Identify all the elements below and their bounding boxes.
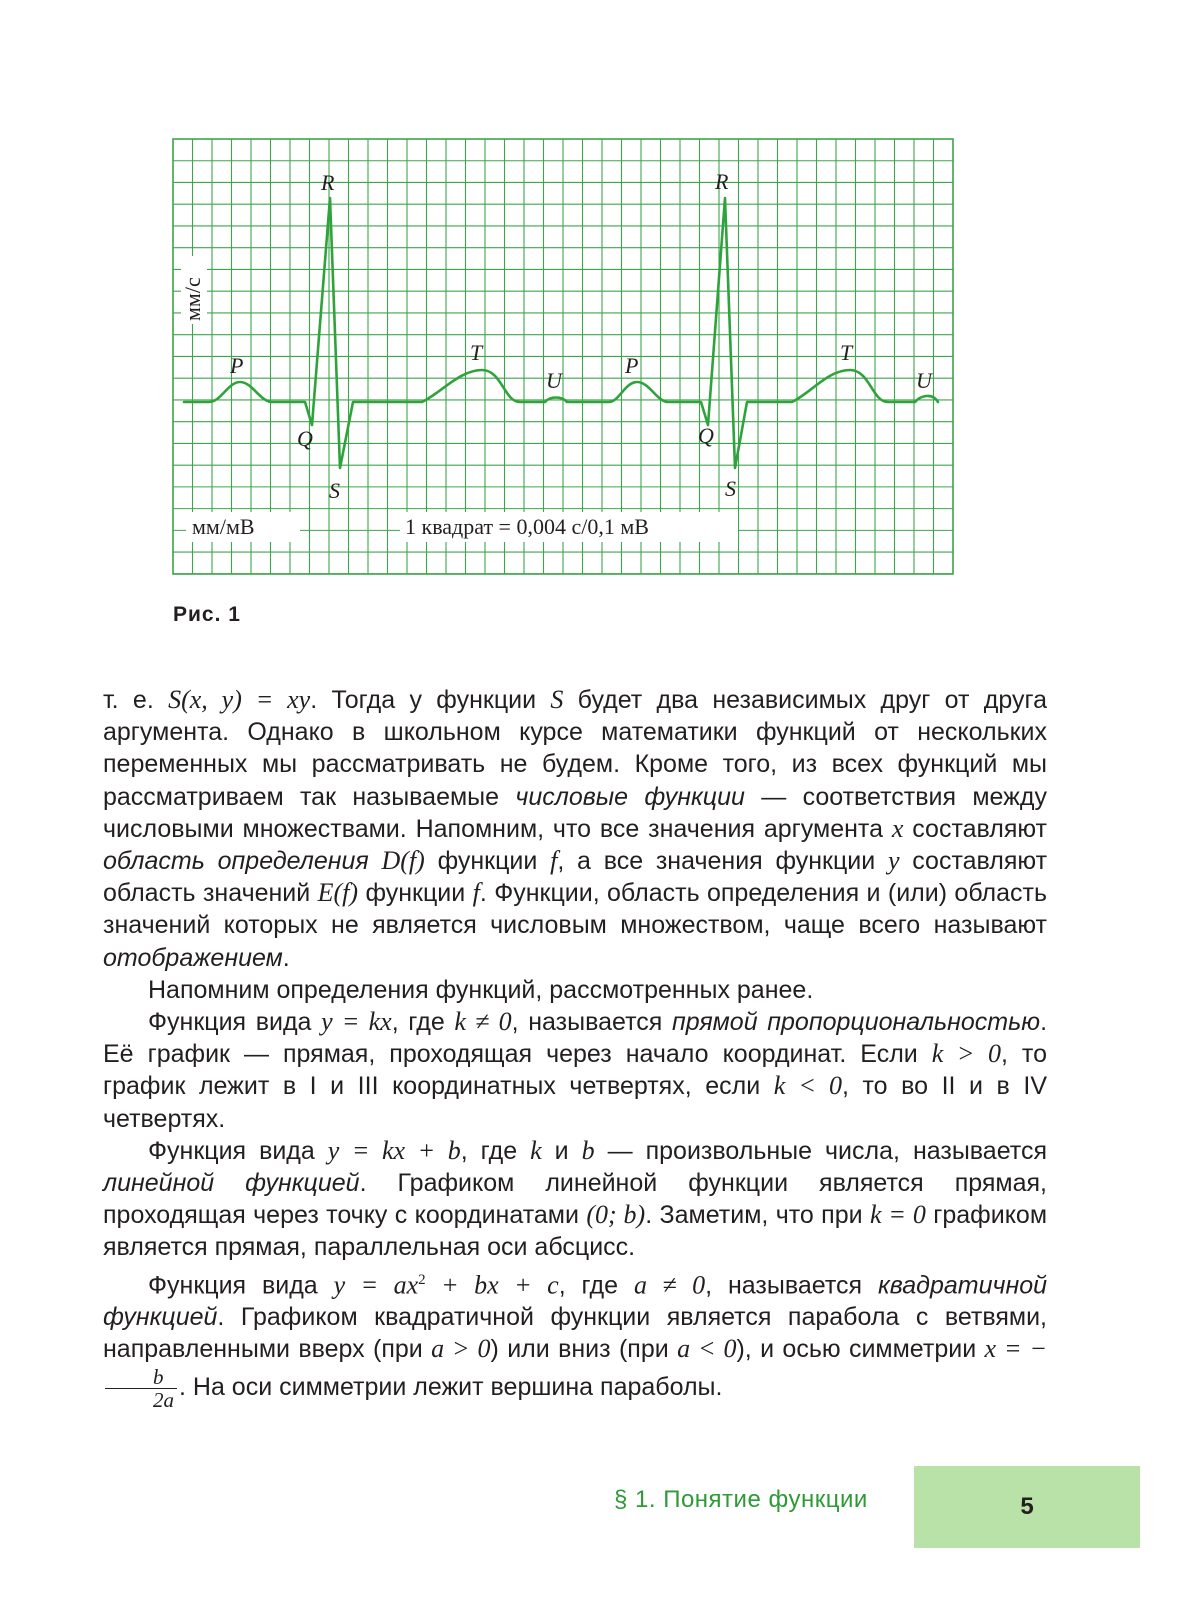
- text-run: , называется: [511, 1008, 672, 1037]
- text-run: т. е.: [103, 686, 169, 714]
- text-run: , называется: [705, 1270, 878, 1299]
- math: x: [891, 813, 904, 843]
- text-run: . Графиком линейной функции является прямая, проходящая через точку с координатами: [103, 1169, 1047, 1230]
- text-run: будет два независимых друг от друга аргумента. Однако в школьном курсе математики функций от нескольких переменных мы рассматривать не будем. Кроме того, из всех функций мы рассматриваем так называемые: [103, 686, 1047, 811]
- math: f: [472, 878, 480, 908]
- paragraph-3: [103, 1006, 1047, 1135]
- fraction-denominator: 2a: [153, 1387, 174, 1412]
- paragraph-5: [103, 1264, 1047, 1411]
- text-run: , где: [391, 1008, 455, 1037]
- page-number: 5: [1020, 1493, 1034, 1520]
- figure-caption: Рис. 1: [173, 603, 241, 626]
- text-run: и: [541, 1136, 582, 1165]
- superscript: 2: [418, 1271, 426, 1288]
- text-run: . Графиком квадратичной функции является парабола с ветвями, направленными вверх (при: [103, 1303, 1047, 1364]
- wave-label-r1: R: [321, 170, 335, 195]
- math: y = ax: [333, 1269, 419, 1299]
- wave-label-p1: P: [230, 353, 244, 378]
- section-title: § 1. Понятие функции: [614, 1486, 868, 1513]
- wave-label-t2: T: [840, 340, 853, 365]
- math: k ≠ 0: [454, 1007, 512, 1037]
- wave-label-t1: T: [470, 340, 483, 365]
- fraction: [105, 1366, 177, 1411]
- math: S: [168, 685, 182, 714]
- grid: [173, 139, 953, 574]
- math: k < 0: [773, 1071, 843, 1101]
- fraction-numerator: b: [105, 1366, 177, 1389]
- text-run: графиком является прямая, параллельная оси абсцисс.: [103, 1201, 1048, 1262]
- math: a ≠ 0: [633, 1269, 706, 1299]
- term: квадратичной функцией: [103, 1270, 1048, 1332]
- axis-horizontal-label: мм/мВ: [192, 514, 255, 539]
- page-number-box: [914, 1466, 1140, 1548]
- text-run: . На оси симметрии лежит вершина параболы.: [179, 1372, 723, 1401]
- text-run: . Заметим, что при: [645, 1201, 870, 1230]
- math: a < 0: [677, 1334, 737, 1364]
- wave-label-p2: P: [625, 353, 639, 378]
- paragraph-2: Напомним определения функций, рассмотренных ранее.: [148, 975, 814, 1004]
- math: x = −: [984, 1334, 1047, 1364]
- wave-label-u2: U: [916, 368, 932, 393]
- wave-label-r2: R: [715, 169, 729, 194]
- wave-label-s2: S: [725, 476, 736, 501]
- term: отображением: [103, 943, 283, 972]
- wave-label-q1: Q: [297, 426, 313, 451]
- text-run: [369, 847, 382, 875]
- body-text: [103, 684, 1047, 1411]
- math: k > 0: [931, 1039, 1001, 1069]
- math: k = 0: [869, 1200, 926, 1230]
- math: y = kx + b: [327, 1135, 461, 1165]
- text-run: , а все значения функции: [557, 847, 888, 876]
- math: y = kx: [321, 1007, 392, 1037]
- text-run: ) или вниз (при: [490, 1335, 678, 1364]
- text-run: . Тогда у функции: [310, 686, 551, 714]
- text-run: составляют область значений: [103, 847, 1048, 908]
- wave-label-s1: S: [329, 478, 340, 503]
- term: прямой пропорциональностью: [671, 1008, 1041, 1037]
- term: числовые функции: [515, 782, 745, 811]
- math: + bx + c: [425, 1269, 559, 1299]
- math: D(f): [381, 846, 425, 876]
- wave-label-u1: U: [546, 368, 562, 393]
- math: S: [550, 685, 564, 714]
- text-run: . Функции, область определения и (или) область значений которых не является числовым множеством, чаще всего называют: [103, 879, 1048, 940]
- text-run: , где: [460, 1136, 531, 1165]
- math: f: [550, 846, 558, 876]
- text-run: функции: [358, 879, 473, 908]
- math: y: [887, 846, 900, 876]
- text-run: , то график лежит в I и III координатных четвертях, если: [103, 1040, 1047, 1101]
- text-run: .: [282, 943, 290, 972]
- text-run: — произвольные числа, называется: [594, 1136, 1047, 1165]
- math: k: [530, 1135, 542, 1165]
- text-run: — соответствия между числовыми множествами. Напомним, что все значения аргумента: [103, 782, 1047, 843]
- term: линейной функцией: [103, 1169, 360, 1198]
- scale-label: 1 квадрат = 0,004 с/0,1 мВ: [405, 514, 649, 539]
- text-run: , то во II и в IV четвертях.: [103, 1072, 1047, 1133]
- text-run: Функция вида: [148, 1136, 328, 1165]
- math: (x, y) = xy: [181, 685, 311, 714]
- math: E(f): [317, 878, 359, 908]
- text-run: , где: [558, 1270, 634, 1299]
- math: a > 0: [431, 1334, 491, 1364]
- ecg-chart: [172, 138, 954, 575]
- wave-label-q2: Q: [698, 423, 714, 448]
- text-run: . Её график — прямая, проходящая через начало координат. Если: [103, 1008, 1048, 1069]
- text-run: Функция вида: [148, 1270, 334, 1299]
- text-run: Функция вида: [148, 1008, 322, 1037]
- term: область определения: [103, 847, 369, 876]
- paragraph-1: [103, 684, 1047, 974]
- math: (0; b): [586, 1200, 646, 1230]
- ecg-figure: [172, 138, 954, 575]
- paragraph-4: [103, 1135, 1047, 1264]
- text-run: ), и осью симметрии: [736, 1335, 985, 1364]
- text-run: функции: [424, 847, 551, 876]
- text-run: составляют: [903, 814, 1048, 843]
- math: b: [581, 1135, 595, 1165]
- axis-vertical-label: мм/с: [180, 277, 205, 321]
